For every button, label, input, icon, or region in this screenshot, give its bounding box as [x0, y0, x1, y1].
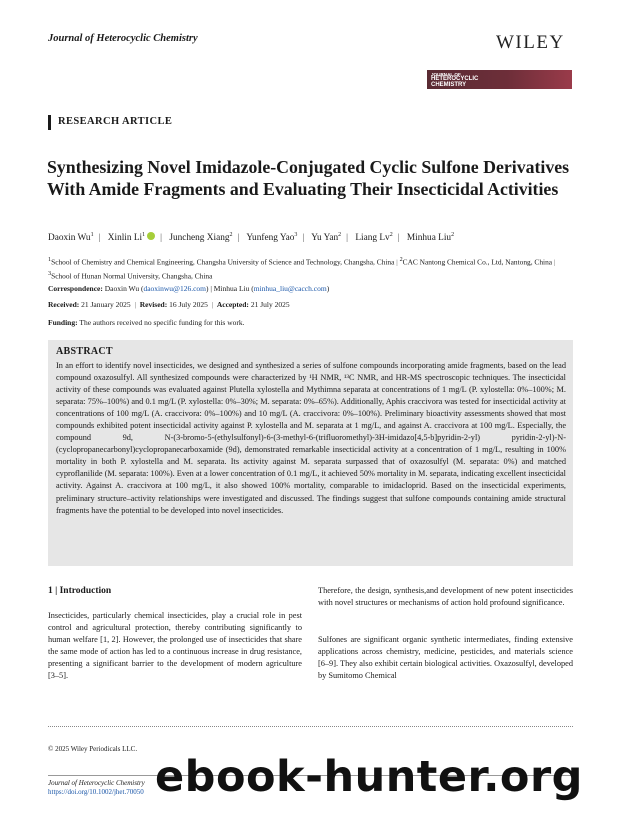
journal-name: Journal of Heterocyclic Chemistry: [48, 33, 198, 44]
doi-link[interactable]: https://doi.org/10.1002/jhet.70050: [48, 788, 144, 796]
article-type: RESEARCH ARTICLE: [58, 116, 173, 127]
affiliation: CAC Nantong Chemical Co., Ltd, Nantong, China: [402, 257, 553, 267]
author[interactable]: Yunfeng Yao$^3$: [246, 232, 298, 244]
affiliations: $^1$School of Chemistry and Chemical Engineering, Changsha University of Science and Technology, Changsha, China | $^2$CAC Nantong Chemical Co., Ltd, Nantong, China | $^3$School of Hunan Normal University, Changsha, China: [48, 257, 556, 281]
email-link[interactable]: minhua_liu@cacch.com: [253, 284, 327, 293]
abstract-heading: ABSTRACT: [56, 346, 113, 357]
body-paragraph: Sulfones are significant organic synthetic intermediates, finding extensive applications across chemistry, medicine, pesticides, and materials science [6–9]. They also exhibit certain biological activities. Oxazosulfyl, developed by Sumitomo Chemical: [318, 635, 573, 681]
body-paragraph: Therefore, the design, synthesis,and development of new potent insecticides with novel structures or mechanisms of action hold profound significance.: [318, 586, 573, 608]
article-type-bar: [48, 115, 51, 130]
affiliation: School of Chemistry and Chemical Engineering, Changsha University of Science and Technology, Changsha, China: [51, 257, 395, 267]
journal-badge: [427, 70, 572, 89]
funding: Funding: The authors received no specific funding for this work.: [48, 318, 245, 327]
body-paragraph: Insecticides, particularly chemical insecticides, play a crucial role in pest control and agricultural protection, thereby contributing significantly to human welfare [1, 2]. However, the prolonged use of insecticides that share the same mode of action has led to a continuous increase in drug resistance, presenting a significant barrier to the development of modern agriculture [3–5].: [48, 611, 302, 681]
section-heading: 1 | Introduction: [48, 586, 112, 596]
orcid-icon[interactable]: [147, 232, 155, 240]
author[interactable]: Juncheng Xiang$^2$: [169, 232, 233, 244]
correspondence: Correspondence: Daoxin Wu (daoxinwu@126.com) | Minhua Liu (minhua_liu@cacch.com): [48, 284, 330, 293]
badge-line: HETEROCYCLIC: [431, 76, 479, 83]
divider: [48, 726, 573, 727]
affiliation: School of Hunan Normal University, Changsha, China: [51, 271, 213, 281]
badge-line: JOURNAL OF: [431, 72, 461, 77]
abstract-text: In an effort to identify novel insecticides, we designed and synthesized a series of sulfone compounds incorporating amide fragments, based on the lead compound oxazosulfyl. All synthesized compounds were characterized by ¹H NMR, ¹³C NMR, and HR-MS spectroscopic techniques. The insecticidal activity of these compounds was evaluated against Plutella xylostella and Mythimna separata at concentrations of 1 mg/L (P. xylostella: 0%–100%; M. separata: 75%–100%) and 0.1 mg/L (P. xylostella: 0%–30%; M. separata: 0%–65%). Additionally, Aphis craccivora was tested for insecticidal activity at concentrations of 100 mg/L (A. craccivora: 0%–100%) and 10 mg/L (A. craccivora: 0%–100%). Preliminary bioactivity assessments showed that most compounds exhibited potent insecticidal activity against P. xylostella and M. separata at 1 mg/L, and against A. craccivora at 100 mg/L. Especially, the compound 9d, N-(3-bromo-5-(ethylsulfonyl)-6-(3-methyl-6-(trifluoromethyl)-3H-imidazo[4,5-b]pyridin-2-yl) pyridin-2-yl)-N-(cyclopropanecarbonyl)cyclopropanecarboxamide (9d), demonstrated remarkable insecticidal activity at a concentration of 1 mg/L, resulting in 100% mortality in both P. xylostella and M. separata. Its activity against M. separata surpassed that of oxazosulfyl (M. separata: 0%) and matched cyproflanilide (M. separata: 100%). Even at a lower concentration of 0.1 mg/L, it achieved 50% mortality in M. separata, indicating excellent insecticidal activity. Against A. craccivora at 100 mg/L, it also showed 100% mortality, comparable to imidacloprid. Based on the insecticidal experiments, preliminary structure–activity relationships were investigated and discussed. The findings suggest that sulfone compounds containing amide structural fragments have the potential to be developed into novel insecticides.: [56, 361, 566, 515]
article-title: Synthesizing Novel Imidazole-Conjugated Cyclic Sulfone Derivatives With Amide Fragments and Evaluating Their Insecticidal Activities: [47, 157, 570, 199]
article-dates: Received: 21 January 2025 | Revised: 16 July 2025 | Accepted: 21 July 2025: [48, 300, 290, 309]
email-link[interactable]: daoxinwu@126.com: [143, 284, 206, 293]
badge-line: CHEMISTRY: [431, 81, 467, 88]
author[interactable]: Yu Yan$^2$: [311, 232, 342, 244]
copyright: © 2025 Wiley Periodicals LLC.: [48, 745, 138, 753]
author[interactable]: Liang Lv$^2$: [355, 232, 393, 244]
watermark: ebook-hunter.org: [155, 752, 583, 802]
author-list: Daoxin Wu$^1$ | Xinlin Li$^1$ | Juncheng Xiang$^2$ | Yunfeng Yao$^3$ | Yu Yan$^2$ | Liang Lv$^2$ | Minhua Liu$^2$: [48, 232, 455, 244]
author[interactable]: Minhua Liu$^2$: [406, 232, 455, 244]
publisher-logo: WILEY: [496, 32, 565, 53]
author[interactable]: Daoxin Wu$^1$: [48, 232, 94, 244]
footer-journal: Journal of Heterocyclic Chemistry: [48, 779, 145, 787]
author[interactable]: Xinlin Li$^1$: [108, 233, 155, 243]
